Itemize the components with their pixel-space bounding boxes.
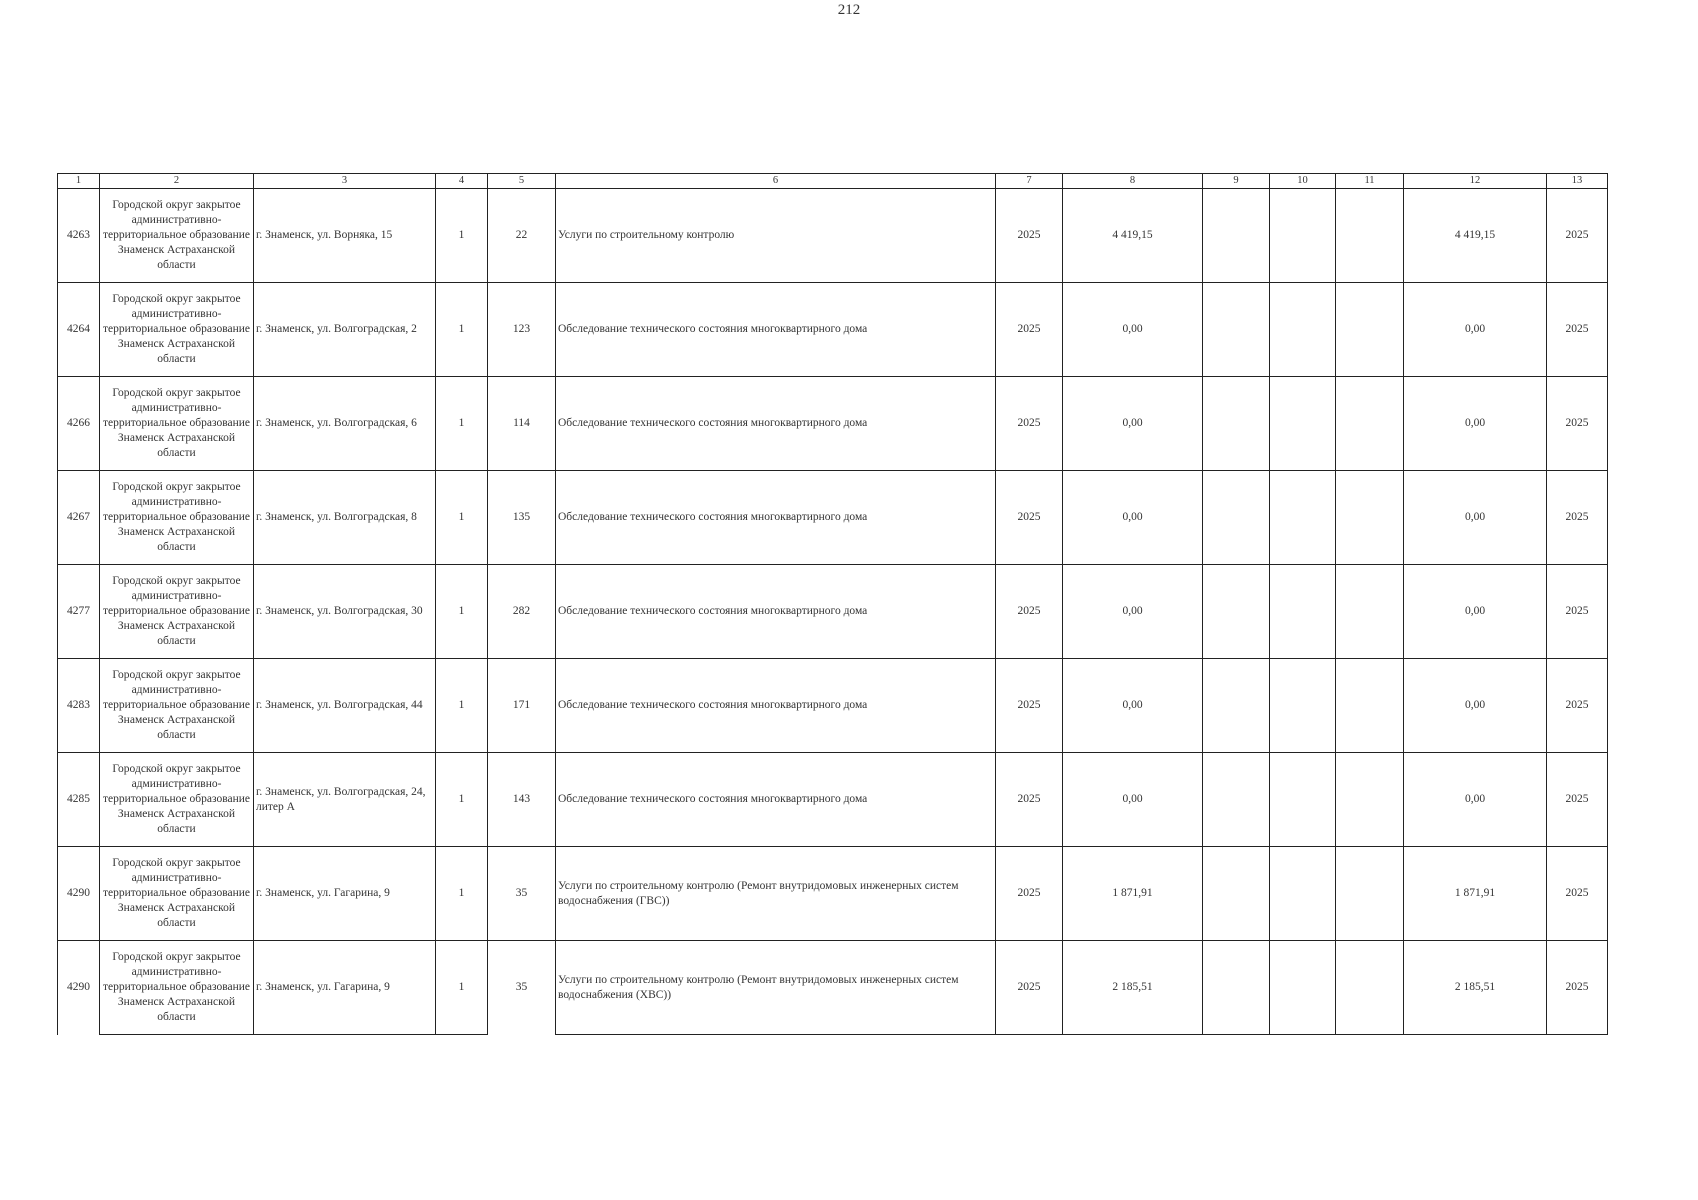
table-row (58, 377, 1608, 471)
municipality-cell: Городской округ закрытое административно-территориальное образование Знаменск Астраханской области (100, 283, 254, 377)
col4-cell: 1 (436, 659, 488, 753)
col5-cell: 35 (488, 941, 556, 1035)
col10-cell (1270, 941, 1336, 1035)
col4-cell: 1 (436, 565, 488, 659)
column-number-11: 11 (1336, 174, 1404, 189)
cost-cell: 0,00 (1063, 471, 1203, 565)
municipality-cell: Городской округ закрытое административно-территориальное образование Знаменск Астраханской области (100, 659, 254, 753)
col9-cell (1203, 753, 1270, 847)
total-cost-cell: 2 185,51 (1404, 941, 1547, 1035)
col11-cell (1336, 753, 1404, 847)
col10-cell (1270, 753, 1336, 847)
table-row (58, 941, 1608, 1035)
column-number-4: 4 (436, 174, 488, 189)
row-number: 4264 (58, 283, 100, 377)
total-cost-cell: 0,00 (1404, 659, 1547, 753)
completion-year-cell: 2025 (1547, 189, 1608, 283)
table-row (58, 283, 1608, 377)
cost-cell: 0,00 (1063, 283, 1203, 377)
column-number-13: 13 (1547, 174, 1608, 189)
col9-cell (1203, 847, 1270, 941)
col11-cell (1336, 189, 1404, 283)
total-cost-cell: 1 871,91 (1404, 847, 1547, 941)
col11-cell (1336, 847, 1404, 941)
column-number-6: 6 (556, 174, 996, 189)
address-cell: г. Знаменск, ул. Волгоградская, 24, литер А (254, 753, 436, 847)
col9-cell (1203, 189, 1270, 283)
column-number-1: 1 (58, 174, 100, 189)
municipality-cell: Городской округ закрытое административно-территориальное образование Знаменск Астраханской области (100, 471, 254, 565)
address-cell: г. Знаменск, ул. Гагарина, 9 (254, 847, 436, 941)
completion-year-cell: 2025 (1547, 377, 1608, 471)
register-table (57, 173, 1608, 1035)
year-cell: 2025 (996, 753, 1063, 847)
col11-cell (1336, 659, 1404, 753)
year-cell: 2025 (996, 471, 1063, 565)
column-number-2: 2 (100, 174, 254, 189)
year-cell: 2025 (996, 565, 1063, 659)
completion-year-cell: 2025 (1547, 283, 1608, 377)
cost-cell: 0,00 (1063, 565, 1203, 659)
municipality-cell: Городской округ закрытое административно-территориальное образование Знаменск Астраханской области (100, 189, 254, 283)
address-cell: г. Знаменск, ул. Волгоградская, 8 (254, 471, 436, 565)
col5-cell: 143 (488, 753, 556, 847)
table-row (58, 847, 1608, 941)
cost-cell: 2 185,51 (1063, 941, 1203, 1035)
municipality-cell: Городской округ закрытое административно-территориальное образование Знаменск Астраханской области (100, 377, 254, 471)
col4-cell: 1 (436, 377, 488, 471)
table-row (58, 565, 1608, 659)
col11-cell (1336, 377, 1404, 471)
municipality-cell: Городской округ закрытое административно-территориальное образование Знаменск Астраханской области (100, 753, 254, 847)
address-cell: г. Знаменск, ул. Волгоградская, 44 (254, 659, 436, 753)
col10-cell (1270, 471, 1336, 565)
address-cell: г. Знаменск, ул. Волгоградская, 30 (254, 565, 436, 659)
col5-cell: 22 (488, 189, 556, 283)
row-number: 4290 (58, 847, 100, 941)
row-number: 4283 (58, 659, 100, 753)
col5-cell: 123 (488, 283, 556, 377)
col10-cell (1270, 377, 1336, 471)
table-row (58, 471, 1608, 565)
col10-cell (1270, 565, 1336, 659)
year-cell: 2025 (996, 847, 1063, 941)
work-type-cell: Обследование технического состояния многоквартирного дома (556, 659, 996, 753)
col5-cell: 171 (488, 659, 556, 753)
col9-cell (1203, 659, 1270, 753)
work-type-cell: Обследование технического состояния многоквартирного дома (556, 753, 996, 847)
work-type-cell: Услуги по строительному контролю (556, 189, 996, 283)
completion-year-cell: 2025 (1547, 847, 1608, 941)
column-number-row (58, 174, 1608, 189)
completion-year-cell: 2025 (1547, 941, 1608, 1035)
total-cost-cell: 0,00 (1404, 283, 1547, 377)
cost-cell: 1 871,91 (1063, 847, 1203, 941)
work-type-cell: Обследование технического состояния многоквартирного дома (556, 471, 996, 565)
row-number: 4266 (58, 377, 100, 471)
work-type-cell: Обследование технического состояния многоквартирного дома (556, 283, 996, 377)
year-cell: 2025 (996, 941, 1063, 1035)
municipality-cell: Городской округ закрытое административно-территориальное образование Знаменск Астраханской области (100, 847, 254, 941)
col4-cell: 1 (436, 941, 488, 1035)
year-cell: 2025 (996, 283, 1063, 377)
col9-cell (1203, 283, 1270, 377)
col10-cell (1270, 847, 1336, 941)
row-number: 4267 (58, 471, 100, 565)
col5-cell: 114 (488, 377, 556, 471)
column-number-10: 10 (1270, 174, 1336, 189)
column-number-8: 8 (1063, 174, 1203, 189)
column-number-3: 3 (254, 174, 436, 189)
table-row (58, 189, 1608, 283)
col10-cell (1270, 659, 1336, 753)
col9-cell (1203, 941, 1270, 1035)
address-cell: г. Знаменск, ул. Волгоградская, 2 (254, 283, 436, 377)
col4-cell: 1 (436, 753, 488, 847)
total-cost-cell: 0,00 (1404, 753, 1547, 847)
table-row (58, 753, 1608, 847)
col9-cell (1203, 565, 1270, 659)
column-number-5: 5 (488, 174, 556, 189)
cost-cell: 0,00 (1063, 753, 1203, 847)
row-number: 4263 (58, 189, 100, 283)
address-cell: г. Знаменск, ул. Гагарина, 9 (254, 941, 436, 1035)
col5-cell: 35 (488, 847, 556, 941)
completion-year-cell: 2025 (1547, 659, 1608, 753)
col11-cell (1336, 471, 1404, 565)
col9-cell (1203, 471, 1270, 565)
column-number-9: 9 (1203, 174, 1270, 189)
page-number: 212 (837, 2, 861, 18)
col4-cell: 1 (436, 471, 488, 565)
col11-cell (1336, 565, 1404, 659)
col9-cell (1203, 377, 1270, 471)
col4-cell: 1 (436, 189, 488, 283)
municipality-cell: Городской округ закрытое административно-территориальное образование Знаменск Астраханской области (100, 565, 254, 659)
address-cell: г. Знаменск, ул. Волгоградская, 6 (254, 377, 436, 471)
municipality-cell: Городской округ закрытое административно-территориальное образование Знаменск Астраханской области (100, 941, 254, 1035)
row-number: 4277 (58, 565, 100, 659)
col10-cell (1270, 283, 1336, 377)
total-cost-cell: 0,00 (1404, 471, 1547, 565)
completion-year-cell: 2025 (1547, 471, 1608, 565)
work-type-cell: Обследование технического состояния многоквартирного дома (556, 377, 996, 471)
total-cost-cell: 4 419,15 (1404, 189, 1547, 283)
address-cell: г. Знаменск, ул. Ворняка, 15 (254, 189, 436, 283)
col11-cell (1336, 941, 1404, 1035)
col4-cell: 1 (436, 847, 488, 941)
col10-cell (1270, 189, 1336, 283)
completion-year-cell: 2025 (1547, 565, 1608, 659)
cost-cell: 0,00 (1063, 377, 1203, 471)
row-number: 4285 (58, 753, 100, 847)
row-number: 4290 (58, 941, 100, 1035)
year-cell: 2025 (996, 659, 1063, 753)
col5-cell: 282 (488, 565, 556, 659)
completion-year-cell: 2025 (1547, 753, 1608, 847)
year-cell: 2025 (996, 189, 1063, 283)
column-number-7: 7 (996, 174, 1063, 189)
col11-cell (1336, 283, 1404, 377)
year-cell: 2025 (996, 377, 1063, 471)
col4-cell: 1 (436, 283, 488, 377)
cost-cell: 4 419,15 (1063, 189, 1203, 283)
work-type-cell: Услуги по строительному контролю (Ремонт внутридомовых инженерных систем водоснабжения (ГВС)) (556, 847, 996, 941)
cost-cell: 0,00 (1063, 659, 1203, 753)
work-type-cell: Обследование технического состояния многоквартирного дома (556, 565, 996, 659)
total-cost-cell: 0,00 (1404, 565, 1547, 659)
work-type-cell: Услуги по строительному контролю (Ремонт внутридомовых инженерных систем водоснабжения (ХВС)) (556, 941, 996, 1035)
total-cost-cell: 0,00 (1404, 377, 1547, 471)
table-row (58, 659, 1608, 753)
column-number-12: 12 (1404, 174, 1547, 189)
col5-cell: 135 (488, 471, 556, 565)
